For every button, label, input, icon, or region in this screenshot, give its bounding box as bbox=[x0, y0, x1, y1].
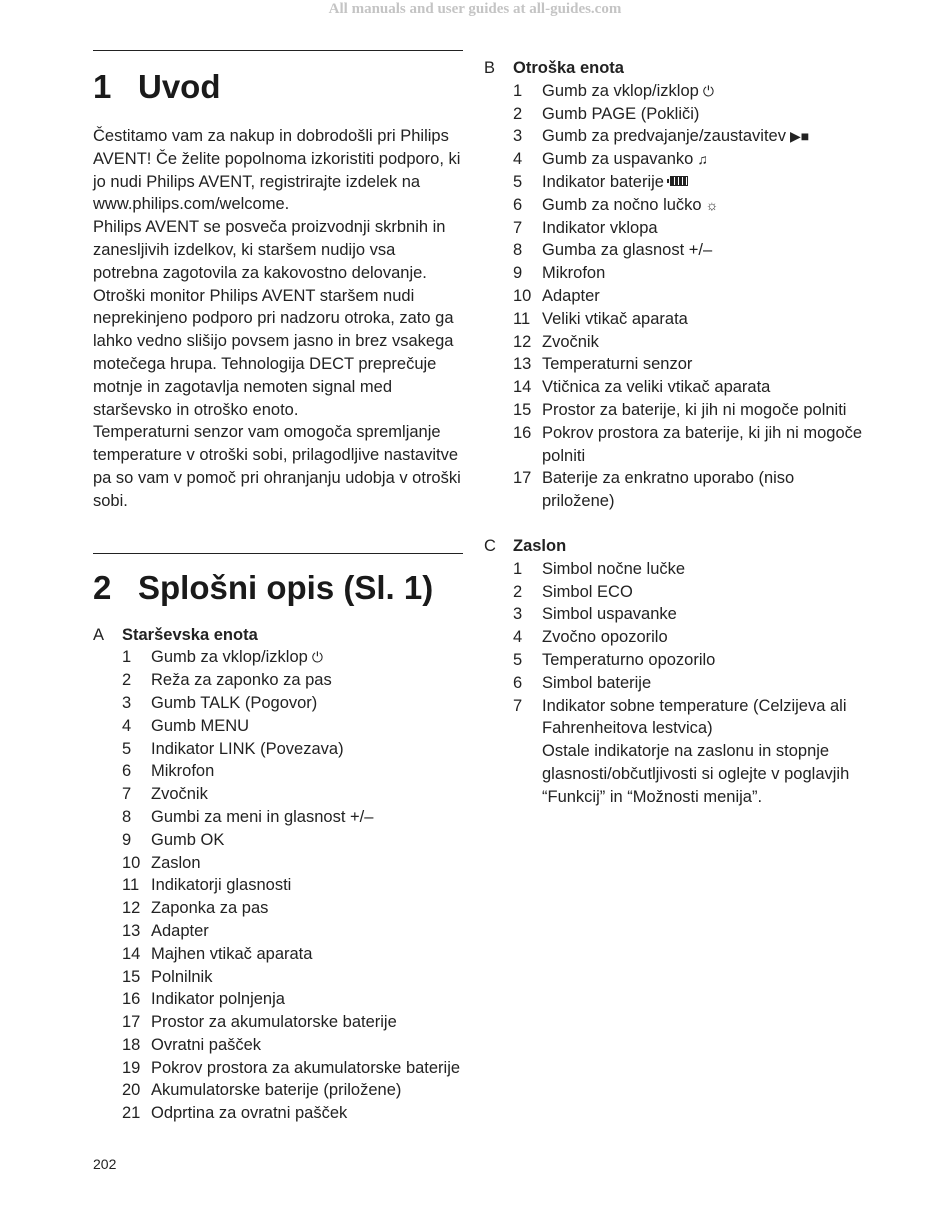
item-label: Gumb za predvajanje/zaustavitev bbox=[542, 127, 786, 146]
list-item bbox=[513, 672, 864, 695]
list-item bbox=[122, 1102, 463, 1125]
list-item bbox=[513, 148, 864, 171]
list-item bbox=[122, 806, 463, 829]
item-label: Temperaturni senzor bbox=[542, 355, 693, 374]
item-label: Gumb OK bbox=[151, 830, 225, 849]
item-label: Reža za zaponko za pas bbox=[151, 671, 332, 690]
item-number: 15 bbox=[513, 400, 532, 419]
intro-paragraph: Temperaturni senzor vam omogoča spremljanje temperature v otroški sobi, prilagodljive nastavitve pa so vam v pomoč pri ohranjanju udobja v otroški sobi. bbox=[93, 423, 461, 510]
item-symbol-icon: ☼ bbox=[705, 196, 719, 213]
item-label: Zvočnik bbox=[542, 332, 599, 351]
list-item bbox=[122, 852, 463, 875]
item-label: Vtičnica za veliki vtikač aparata bbox=[542, 378, 771, 397]
item-number: 2 bbox=[513, 104, 523, 123]
item-number: 13 bbox=[122, 921, 141, 940]
item-label: Zaslon bbox=[151, 853, 201, 872]
item-symbol-icon: ⏻ bbox=[702, 82, 714, 99]
chapter-2-rule bbox=[93, 553, 463, 554]
list-item bbox=[513, 422, 864, 468]
list-item bbox=[513, 353, 864, 376]
list-item bbox=[122, 920, 463, 943]
list-item bbox=[513, 331, 864, 354]
item-symbol-icon: ⏻ bbox=[311, 649, 323, 666]
list-item bbox=[122, 897, 463, 920]
section-c-letter: C bbox=[484, 536, 496, 555]
list-item bbox=[513, 80, 864, 103]
item-number: 6 bbox=[513, 673, 523, 692]
list-item bbox=[513, 262, 864, 285]
item-label: Gumb za nočno lučko bbox=[542, 195, 702, 214]
section-b-heading: Otroška enota bbox=[513, 59, 624, 77]
item-label: Simbol baterije bbox=[542, 673, 652, 692]
item-label: Prostor za akumulatorske baterije bbox=[151, 1013, 397, 1032]
item-label: Simbol nočne lučke bbox=[542, 559, 686, 578]
chapter-1-number: 1 bbox=[93, 68, 112, 105]
section-a-list bbox=[122, 646, 463, 1125]
list-item bbox=[513, 558, 864, 581]
section-b-list bbox=[513, 80, 864, 513]
item-label: Simbol uspavanke bbox=[542, 605, 677, 624]
item-number: 18 bbox=[122, 1035, 141, 1054]
item-number: 10 bbox=[122, 853, 141, 872]
item-label: Temperaturno opozorilo bbox=[542, 650, 716, 669]
item-label: Baterije za enkratno uporabo (niso priložene) bbox=[542, 469, 795, 511]
item-label: Polnilnik bbox=[151, 967, 213, 986]
section-c-list bbox=[513, 558, 864, 740]
item-label: Indikator sobne temperature (Celzijeva ali Fahrenheitova lestvica) bbox=[542, 696, 847, 738]
item-label: Zaponka za pas bbox=[151, 899, 269, 918]
left-column bbox=[93, 50, 463, 1125]
list-item bbox=[513, 376, 864, 399]
item-number: 5 bbox=[513, 650, 523, 669]
item-number: 2 bbox=[122, 671, 132, 690]
item-number: 17 bbox=[122, 1013, 141, 1032]
right-column bbox=[484, 57, 864, 809]
section-a-heading: Starševska enota bbox=[122, 625, 258, 644]
list-item bbox=[513, 399, 864, 422]
item-number: 1 bbox=[122, 648, 132, 667]
item-number: 7 bbox=[122, 785, 132, 804]
item-label: Veliki vtikač aparata bbox=[542, 309, 688, 328]
item-number: 14 bbox=[122, 944, 141, 963]
intro-paragraph: Philips AVENT se posveča proizvodnji skrbnih in zanesljivih izdelkov, ki staršem nudijo vsa potrebna zagotovila za kakovostno delovanje. Otroški monitor Philips AVENT staršem nudi neprekinjeno podporo pri nadzoru otroka, zato ga lahko vedno slišijo povsem jasno in brez vsakega motečega hrupa. Tehnologija DECT preprečuje motnje in zagotavlja nemoten signal med starševsko in otroško enoto. bbox=[93, 218, 454, 419]
section-c-note: Ostale indikatorje na zaslonu in stopnje glasnosti/občutljivosti si oglejte v poglavjih “Funkcij” in “Možnosti menija”. bbox=[542, 742, 850, 806]
item-label: Adapter bbox=[542, 286, 600, 305]
item-number: 4 bbox=[122, 716, 132, 735]
list-item bbox=[513, 217, 864, 240]
item-number: 14 bbox=[513, 378, 532, 397]
intro-paragraph: Čestitamo vam za nakup in dobrodošli pri Philips AVENT! Če želite popolnoma izkoristiti podporo, ki jo nudi Philips AVENT, registrirajte izdelek na www.philips.com/welcome. bbox=[93, 127, 461, 214]
item-label: Indikatorji glasnosti bbox=[151, 876, 292, 895]
item-number: 4 bbox=[513, 628, 523, 647]
list-item bbox=[122, 669, 463, 692]
chapter-2-number: 2 bbox=[93, 568, 112, 606]
item-number: 5 bbox=[122, 739, 132, 758]
list-item bbox=[122, 760, 463, 783]
item-number: 8 bbox=[122, 807, 132, 826]
item-label: Gumb za uspavanko bbox=[542, 150, 694, 169]
item-number: 5 bbox=[513, 172, 523, 191]
watermark: All manuals and user guides at all-guides.com bbox=[328, 1, 622, 17]
item-label: Mikrofon bbox=[151, 762, 215, 781]
item-number: 3 bbox=[513, 605, 523, 624]
item-number: 13 bbox=[513, 355, 532, 374]
section-c bbox=[484, 535, 864, 809]
item-number: 3 bbox=[513, 127, 523, 146]
section-a-letter: A bbox=[93, 625, 105, 644]
item-number: 11 bbox=[122, 876, 140, 895]
item-number: 12 bbox=[513, 332, 532, 351]
chapter-2-title-text: Splošni opis (Sl. 1) bbox=[138, 568, 434, 606]
item-label: Indikator baterije bbox=[542, 172, 664, 191]
item-label: Odprtina za ovratni pašček bbox=[151, 1104, 348, 1123]
list-item bbox=[513, 194, 864, 217]
list-item bbox=[122, 829, 463, 852]
list-item bbox=[122, 874, 463, 897]
item-number: 7 bbox=[513, 696, 523, 715]
item-number: 8 bbox=[513, 241, 523, 260]
list-item bbox=[513, 695, 864, 741]
item-label: Gumb MENU bbox=[151, 716, 250, 735]
item-number: 15 bbox=[122, 967, 141, 986]
item-number: 12 bbox=[122, 899, 141, 918]
list-item bbox=[122, 738, 463, 761]
list-item bbox=[513, 581, 864, 604]
item-label: Indikator LINK (Povezava) bbox=[151, 739, 344, 758]
item-number: 9 bbox=[513, 264, 523, 283]
item-label: Indikator vklopa bbox=[542, 218, 658, 237]
item-label: Pokrov prostora za baterije, ki jih ni mogoče polniti bbox=[542, 423, 863, 465]
section-c-heading: Zaslon bbox=[513, 536, 567, 555]
item-label: Zvočno opozorilo bbox=[542, 628, 668, 647]
list-item bbox=[513, 649, 864, 672]
list-item bbox=[122, 783, 463, 806]
item-label: Gumba za glasnost +/– bbox=[542, 241, 713, 260]
list-item bbox=[513, 239, 864, 262]
list-item bbox=[513, 171, 864, 194]
item-label: Zvočnik bbox=[151, 785, 208, 804]
list-item bbox=[513, 308, 864, 331]
item-number: 4 bbox=[513, 150, 523, 169]
item-label: Simbol ECO bbox=[542, 582, 633, 601]
list-item bbox=[513, 467, 864, 513]
item-label: Mikrofon bbox=[542, 264, 606, 283]
item-number: 20 bbox=[122, 1081, 141, 1100]
list-item bbox=[122, 1011, 463, 1034]
page-number: 202 bbox=[93, 1156, 117, 1172]
item-label: Majhen vtikač aparata bbox=[151, 944, 313, 963]
item-number: 7 bbox=[513, 218, 523, 237]
list-item bbox=[513, 103, 864, 126]
item-label: Gumb PAGE (Pokliči) bbox=[542, 104, 700, 123]
list-item bbox=[122, 1034, 463, 1057]
section-b bbox=[484, 57, 864, 513]
item-number: 21 bbox=[122, 1104, 141, 1123]
item-number: 11 bbox=[513, 309, 531, 328]
list-item bbox=[122, 966, 463, 989]
item-number: 6 bbox=[122, 762, 132, 781]
list-item bbox=[122, 715, 463, 738]
chapter-1-title-text: Uvod bbox=[138, 68, 221, 105]
item-symbol-icon: ▶■ bbox=[789, 128, 810, 145]
chapter-1-title bbox=[93, 67, 463, 107]
section-b-letter: B bbox=[484, 59, 496, 77]
item-number: 1 bbox=[513, 559, 523, 578]
list-item bbox=[122, 988, 463, 1011]
list-item bbox=[122, 692, 463, 715]
list-item bbox=[513, 603, 864, 626]
list-item bbox=[513, 626, 864, 649]
list-item bbox=[513, 125, 864, 148]
item-label: Prostor za baterije, ki jih ni mogoče polniti bbox=[542, 400, 847, 419]
item-symbol-icon: ♫ bbox=[697, 151, 708, 168]
chapter-2-title bbox=[93, 568, 463, 608]
battery-icon bbox=[670, 176, 688, 186]
item-number: 10 bbox=[513, 286, 532, 305]
item-number: 17 bbox=[513, 469, 532, 488]
item-label: Gumb za vklop/izklop bbox=[151, 648, 308, 667]
section-a bbox=[93, 624, 463, 1126]
item-number: 16 bbox=[122, 990, 141, 1009]
item-number: 1 bbox=[513, 81, 523, 100]
intro-text bbox=[93, 125, 463, 513]
item-number: 19 bbox=[122, 1058, 141, 1077]
item-label: Akumulatorske baterije (priložene) bbox=[151, 1081, 402, 1100]
list-item bbox=[122, 646, 463, 669]
item-number: 3 bbox=[122, 693, 132, 712]
chapter-1-rule bbox=[93, 50, 463, 51]
item-label: Gumb za vklop/izklop bbox=[542, 81, 699, 100]
list-item bbox=[122, 1057, 463, 1080]
item-label: Adapter bbox=[151, 921, 209, 940]
item-number: 2 bbox=[513, 582, 523, 601]
item-number: 16 bbox=[513, 423, 532, 442]
item-label: Gumb TALK (Pogovor) bbox=[151, 693, 318, 712]
item-label: Gumbi za meni in glasnost +/– bbox=[151, 807, 374, 826]
item-label: Indikator polnjenja bbox=[151, 990, 285, 1009]
item-number: 9 bbox=[122, 830, 132, 849]
list-item bbox=[122, 943, 463, 966]
list-item bbox=[122, 1079, 463, 1102]
item-label: Ovratni pašček bbox=[151, 1035, 262, 1054]
item-number: 6 bbox=[513, 195, 523, 214]
list-item bbox=[513, 285, 864, 308]
item-label: Pokrov prostora za akumulatorske baterije bbox=[151, 1058, 461, 1077]
